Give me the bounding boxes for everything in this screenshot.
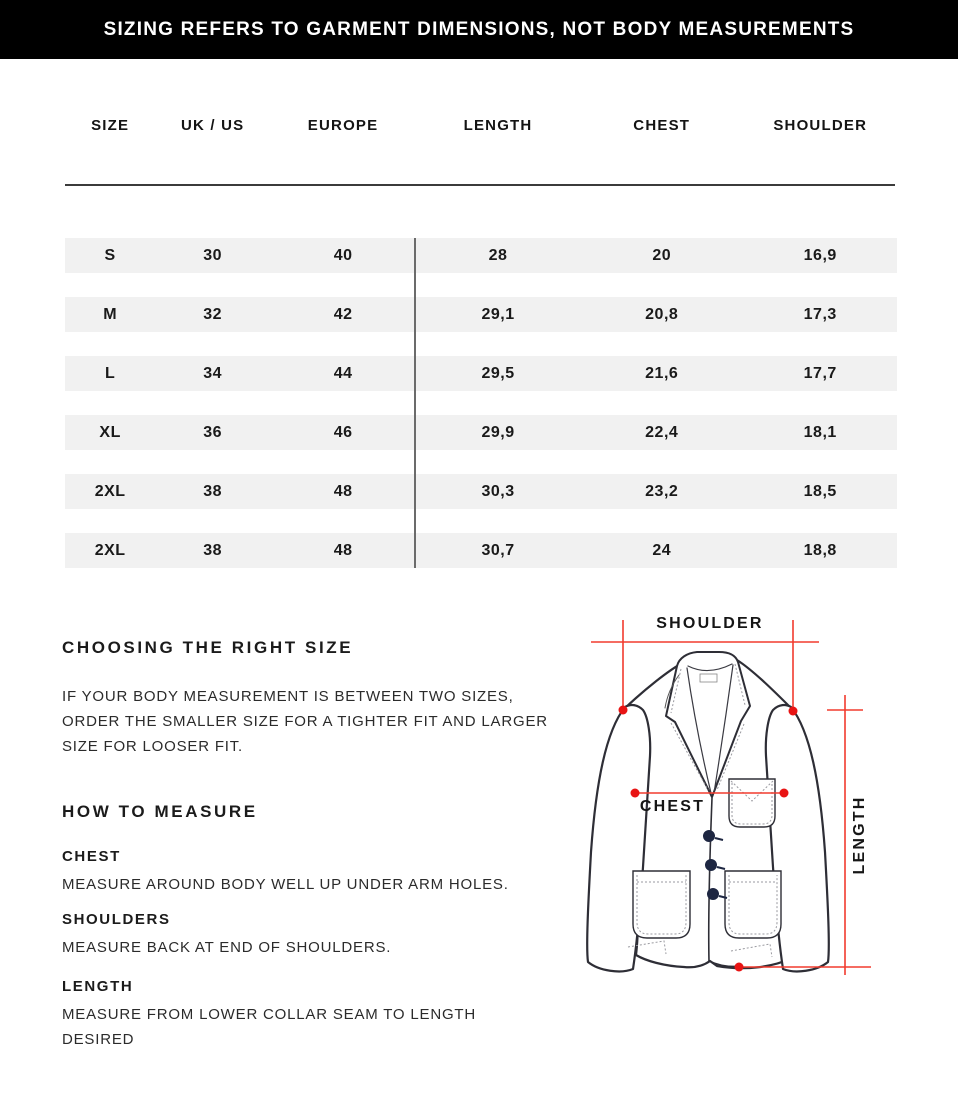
- column-header-europe: EUROPE: [307, 117, 379, 134]
- column-header-size: SIZE: [91, 117, 130, 134]
- measure-chest-text: MEASURE AROUND BODY WELL UP UNDER ARM HOLES.: [62, 876, 509, 893]
- table-cell: 40: [333, 246, 353, 264]
- table-cell: 38: [203, 482, 223, 500]
- right-pocket: [725, 871, 781, 938]
- table-cell: 34: [203, 364, 223, 382]
- measure-length-text: MEASURE FROM LOWER COLLAR SEAM TO LENGTH DESIRED: [62, 1006, 477, 1048]
- column-header-uk-us: UK / US: [180, 117, 245, 134]
- column-header-length: LENGTH: [463, 117, 533, 134]
- table-cell: 48: [333, 541, 353, 559]
- diagram-length-label: LENGTH: [851, 795, 868, 875]
- table-cell: 2XL: [94, 482, 126, 500]
- table-cell: 48: [333, 482, 353, 500]
- button-1: [704, 831, 715, 842]
- table-cell: 42: [333, 305, 353, 323]
- table-cell: 22,4: [645, 423, 679, 441]
- table-row: [65, 297, 897, 332]
- table-row: [65, 533, 897, 568]
- table-cell: 29,9: [481, 423, 515, 441]
- chest-pocket: [729, 779, 775, 827]
- table-cell: 32: [203, 305, 223, 323]
- table-cell: 24: [652, 541, 672, 559]
- button-3: [708, 889, 719, 900]
- table-row: [65, 415, 897, 450]
- choosing-size-title: CHOOSING THE RIGHT SIZE: [62, 638, 354, 657]
- table-row: [65, 474, 897, 509]
- table-column-divider: [414, 238, 416, 568]
- table-cell: 2XL: [94, 541, 126, 559]
- table-cell: 38: [203, 541, 223, 559]
- table-cell: S: [104, 246, 116, 264]
- table-cell: 21,6: [645, 364, 679, 382]
- table-cell: 30,3: [481, 482, 515, 500]
- button-2: [706, 860, 717, 871]
- sizing-banner: [0, 0, 958, 59]
- table-cell: 28: [488, 246, 508, 264]
- column-header-shoulder: SHOULDER: [773, 117, 868, 134]
- table-cell: 36: [203, 423, 223, 441]
- table-row: [65, 356, 897, 391]
- table-cell: 23,2: [645, 482, 679, 500]
- diagram-chest-label: CHEST: [639, 798, 706, 815]
- table-cell: 16,9: [803, 246, 837, 264]
- table-row: [65, 238, 897, 273]
- table-cell: 17,3: [803, 305, 837, 323]
- size-table-header: [65, 117, 897, 134]
- table-cell: L: [104, 364, 116, 382]
- table-header-rule: [65, 184, 895, 186]
- table-cell: 18,1: [803, 423, 837, 441]
- table-cell: 44: [333, 364, 353, 382]
- how-to-measure-title: HOW TO MEASURE: [62, 802, 258, 821]
- measure-shoulders-text: MEASURE BACK AT END OF SHOULDERS.: [62, 939, 392, 956]
- table-cell: 29,1: [481, 305, 515, 323]
- table-cell: 30,7: [481, 541, 515, 559]
- measure-chest-label: CHEST: [62, 848, 121, 865]
- left-pocket: [633, 871, 690, 938]
- table-cell: M: [103, 305, 118, 323]
- measure-shoulders-label: SHOULDERS: [62, 911, 171, 928]
- table-rows: [65, 238, 897, 568]
- table-cell: 18,5: [803, 482, 837, 500]
- table-cell: 17,7: [803, 364, 837, 382]
- table-cell: 20,8: [645, 305, 679, 323]
- table-cell: 29,5: [481, 364, 515, 382]
- choosing-size-body: IF YOUR BODY MEASUREMENT IS BETWEEN TWO SIZES, ORDER THE SMALLER SIZE FOR A TIGHTER FIT AND LARGER SIZE FOR LOOSER FIT.: [62, 688, 548, 755]
- table-cell: 18,8: [803, 541, 837, 559]
- table-cell: XL: [99, 423, 121, 441]
- measure-length-label: LENGTH: [62, 978, 134, 995]
- table-cell: 20: [652, 246, 672, 264]
- column-header-chest: CHEST: [633, 117, 691, 134]
- table-cell: 30: [203, 246, 223, 264]
- diagram-shoulder-label: SHOULDER: [656, 615, 764, 632]
- table-cell: 46: [333, 423, 353, 441]
- sizing-banner-text: SIZING REFERS TO GARMENT DIMENSIONS, NOT BODY MEASUREMENTS: [103, 18, 855, 40]
